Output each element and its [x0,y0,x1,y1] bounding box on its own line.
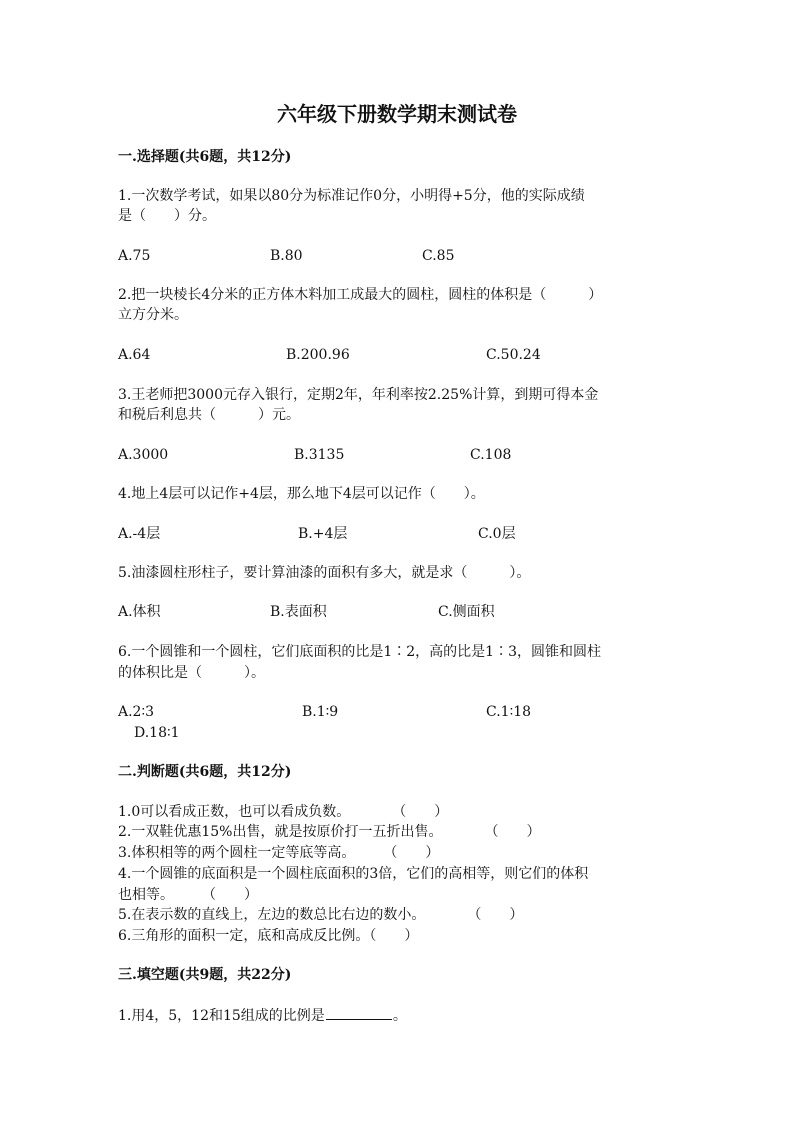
question-text: 的体积比是（ ）。 [118,665,265,681]
option-c: C.108 [470,447,512,463]
option-c: C.0层 [478,526,516,542]
section-heading-fill: 三.填空题(共9题，共22分) [118,967,292,983]
judgment-item: 3.体积相等的两个圆柱一定等底等高。 （ ） [118,845,440,861]
question-text: 1.一次数学考试，如果以80分为标准记作0分，小明得+5分，他的实际成绩 [118,188,585,204]
option-c: C.85 [422,248,455,264]
judgment-item: 4.一个圆锥的底面积是一个圆柱底面积的3倍，它们的高相等，则它们的体积 [118,866,589,882]
answer-blank[interactable] [326,1005,392,1020]
option-a: A.64 [118,347,151,363]
option-c: C.1∶18 [486,704,532,720]
judgment-item: 也相等。 （ ） [118,887,258,903]
question-text: 立方分米。 [118,307,188,323]
option-c: C.50.24 [486,347,541,363]
fill-question-suffix: 。 [392,1008,407,1024]
fill-question [118,1005,407,1026]
option-c: C.侧面积 [438,604,495,620]
question-text: 和税后利息共（ ）元。 [118,407,300,423]
option-a: A.-4层 [118,526,161,542]
section-heading-judgment: 二.判断题(共6题，共12分) [118,764,292,780]
judgment-item: 5.在表示数的直线上，左边的数总比右边的数小。 （ ） [118,907,524,923]
option-b: B.3135 [294,447,345,463]
judgment-item: 2.一双鞋优惠15%出售，就是按原价打一五折出售。 （ ） [118,824,541,840]
judgment-item: 1.0可以看成正数，也可以看成负数。 （ ） [118,804,449,820]
option-d: D.18∶1 [134,725,180,741]
option-b: B.+4层 [298,526,348,542]
option-a: A.3000 [118,447,169,463]
option-a: A.75 [118,248,151,264]
question-text: 是（ ）分。 [118,208,216,224]
option-a: A.2∶3 [118,704,155,720]
question-text: 5.油漆圆柱形柱子，要计算油漆的面积有多大，就是求（ ）。 [118,565,531,581]
question-text: 6.一个圆锥和一个圆柱，它们底面积的比是1∶2，高的比是1∶3，圆锥和圆柱 [118,644,601,660]
option-b: B.1∶9 [302,704,339,720]
question-text: 2.把一块棱长4分米的正方体木料加工成最大的圆柱，圆柱的体积是（ ） [118,287,603,303]
question-text: 3.王老师把3000元存入银行，定期2年，年利率按2.25%计算，到期可得本金 [118,387,599,403]
question-text: 4.地上4层可以记作+4层，那么地下4层可以记作（ ）。 [118,486,485,502]
section-heading-choice: 一.选择题(共6题，共12分) [118,149,292,165]
option-b: B.200.96 [286,347,350,363]
judgment-item: 6.三角形的面积一定，底和高成反比例。（ ） [118,928,419,944]
option-b: B.表面积 [270,604,327,620]
option-a: A.体积 [118,604,161,620]
option-b: B.80 [270,248,303,264]
exam-title: 六年级下册数学期末测试卷 [277,102,517,126]
fill-question-text: 1.用4，5，12和15组成的比例是 [118,1008,325,1024]
